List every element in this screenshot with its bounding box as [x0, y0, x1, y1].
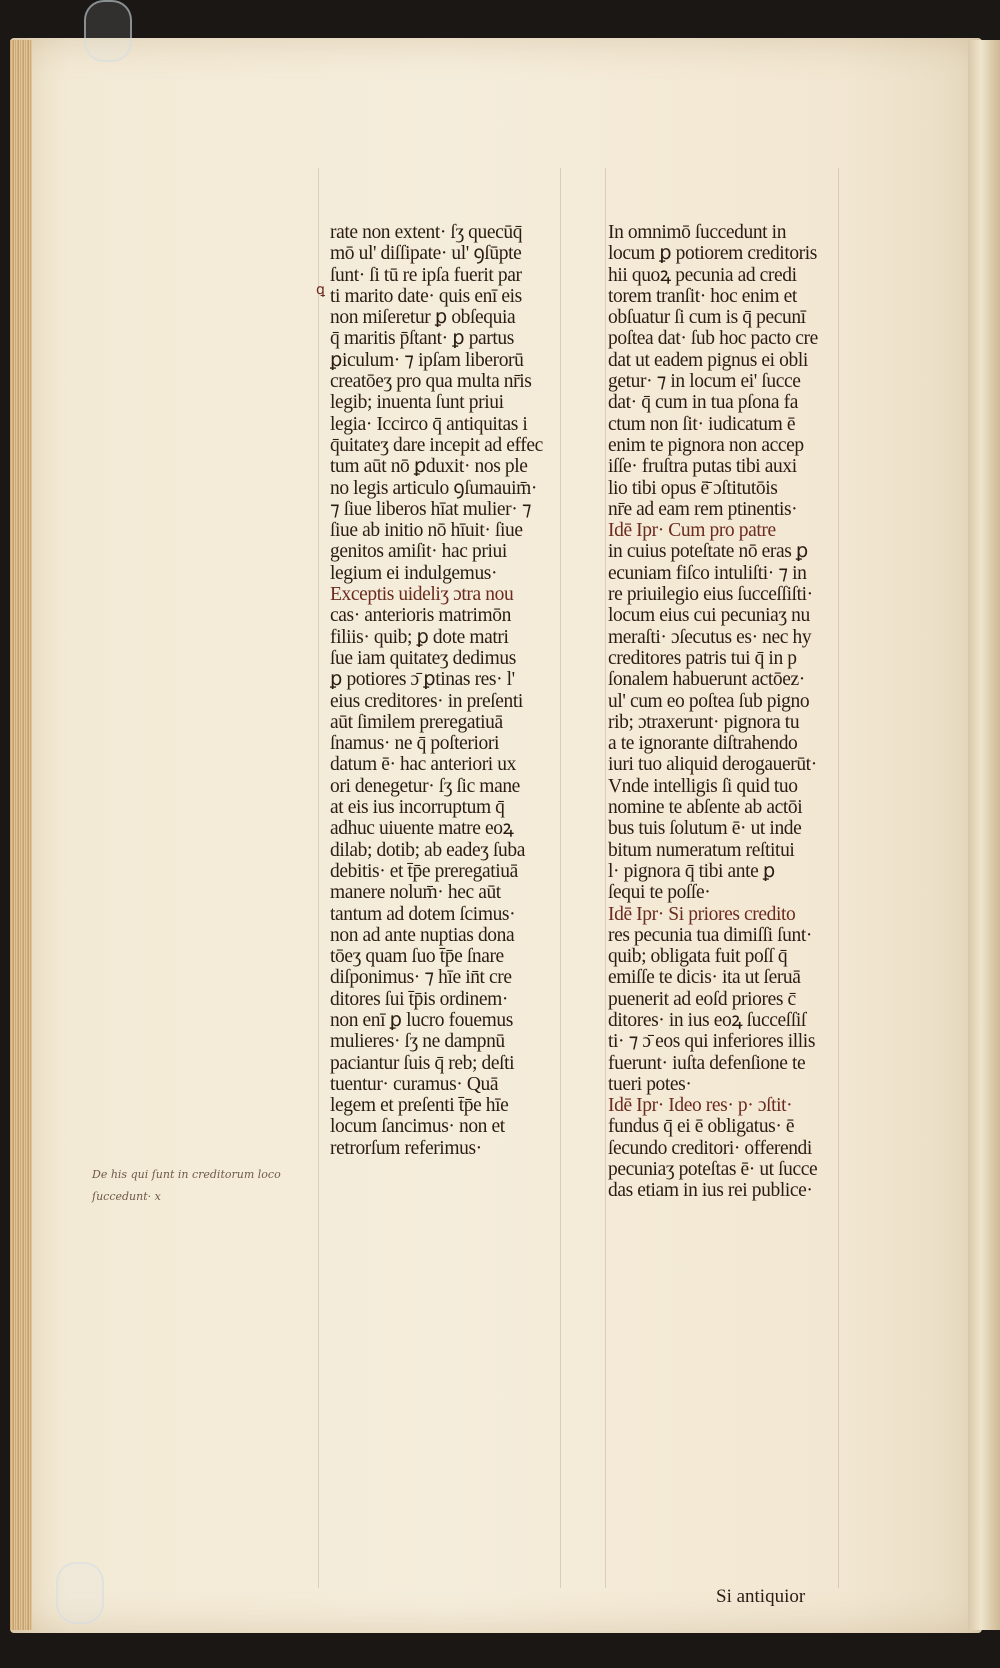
text-line: ſequi te poſſe·: [608, 882, 711, 904]
text-line: mulieres· ſʒ ne dampnū: [330, 1031, 505, 1053]
text-line: legem et preſenti t̄p̄e hīe: [330, 1095, 509, 1117]
text-line: ctum non ſit· iudicatum ē: [608, 413, 796, 435]
text-line: mō ul' diſſipate· ul' ꝯſūpte: [330, 243, 522, 265]
text-line: cas· anterioris matrimōn: [330, 605, 512, 627]
text-line: ſue iam quitateʒ dedimus: [330, 647, 516, 669]
text-line: ditores ſui t̄p̄is ordinem·: [330, 988, 508, 1010]
margin-annotation-line: De his qui ſunt in creditorum loco: [92, 1168, 281, 1181]
text-line: ꝑ potiores ɔ̄ ꝑtinas res· l': [330, 669, 515, 691]
page-clip-top: [84, 0, 132, 62]
text-line: meraſti· ɔſecutus es· nec hy: [608, 626, 812, 648]
text-line: puenerit ad eoſd priores c̄: [608, 988, 796, 1010]
text-line: filiis· quib; ꝑ dote matri: [330, 626, 509, 648]
text-line: locum eius cui pecuniaʒ nu: [608, 605, 810, 627]
text-line: quib; obligata fuit poſſ q̄: [608, 946, 788, 968]
text-line: getur· ⁊ in locum ei' ſucce: [608, 371, 801, 393]
text-line: eius creditores· in preſenti: [330, 690, 523, 712]
margin-annotation-line: ſuccedunt· x: [92, 1190, 161, 1203]
text-line: iuri tuo aliquid derogauerūt·: [608, 754, 817, 776]
text-line: ſonalem habuerunt actōez·: [608, 669, 805, 691]
text-line: tum aūt nō ꝑduxit· nos ple: [330, 456, 528, 478]
ruling-line: [605, 168, 606, 1588]
page-clip-bottom: [56, 1562, 104, 1624]
ruling-line: [318, 168, 319, 1588]
text-line: tantum ad dotem ſcimus·: [330, 903, 516, 925]
text-line: legia· Iccirco q̄ antiquitas i: [330, 413, 528, 435]
text-line: Vnde intelligis ſi quid tuo: [608, 775, 798, 797]
text-line: at eis ius incorruptum q̄: [330, 797, 505, 819]
text-line: fundus q̄ ei ē obligatus· ē: [608, 1116, 795, 1138]
text-line: a te ignorante diſtrahendo: [608, 733, 798, 755]
text-line: non enī ꝑ lucro fouemus: [330, 1009, 513, 1031]
text-line: non miſeretur ꝑ obſequia: [330, 307, 516, 329]
text-line: ſiue ab initio nō hīuit· ſiue: [330, 520, 523, 542]
text-line: aūt ſimilem preregatiuā: [330, 711, 503, 733]
text-line: dat· q̄ cum in tua pſona fa: [608, 392, 798, 414]
text-line: rib; ɔtraxerunt· pignora tu: [608, 711, 800, 733]
text-line: tōeʒ quam ſuo t̄p̄e ſnare: [330, 946, 504, 968]
text-line: datum ē· hac anteriori ux: [330, 754, 516, 776]
text-line: Idē Ipr· Cum pro patre: [608, 520, 776, 542]
text-line: ditores· in ius eoꝝ ſucceſſiſ: [608, 1009, 806, 1031]
text-line: creditores patris tui q̄ in p: [608, 647, 797, 669]
text-line: Idē Ipr· Ideo res· p· ɔſtit·: [608, 1095, 793, 1117]
text-line: ſunt· ſi tū re ipſa fuerit par: [330, 264, 522, 286]
text-line: l· pignora q̄ tibi ante ꝑ: [608, 860, 775, 882]
text-line: ecuniam fiſco intuliſti· ⁊ in: [608, 562, 807, 584]
text-column-right: [608, 222, 842, 1202]
text-line: fuerunt· iuſta defenſione te: [608, 1052, 806, 1074]
text-line: In omnimō ſuccedunt in: [608, 222, 787, 243]
text-line: re priuilegio eius ſucceſſiſti·: [608, 584, 813, 606]
text-line: ul' cum eo poſtea ſub pigno: [608, 690, 810, 712]
text-line: hii quoꝝ pecunia ad credi: [608, 264, 797, 286]
text-line: pecuniaʒ poteſtas ē· ut ſucce: [608, 1159, 818, 1181]
text-line: rate non extent· ſʒ quecūq̄: [330, 222, 523, 243]
text-line: ti marito date· quis enī eis: [330, 285, 522, 307]
text-line: bitum numeratum reſtitui: [608, 839, 795, 861]
next-leaf-edge: [968, 40, 1000, 1630]
text-line: lio tibi opus ē̄ ɔſtitutōis: [608, 477, 778, 499]
text-line: dilab; dotib; ab eadeʒ ſuba: [330, 839, 525, 861]
text-line: debitis· et t̄p̄e preregatiuā: [330, 860, 518, 882]
text-line: ꝑiculum· ⁊ ipſam liberorū: [330, 349, 524, 371]
text-line: manere nolum̄· hec aūt: [330, 882, 501, 904]
text-line: q̄uitateʒ dare incepit ad effec: [330, 434, 543, 456]
text-line: legium ei indulgemus·: [330, 562, 498, 584]
text-line: bus tuis ſolutum ē· ut inde: [608, 818, 802, 840]
text-line: locum ſancimus· non et: [330, 1116, 505, 1138]
text-line: ſecundo creditori· offerendi: [608, 1137, 812, 1159]
text-line: q̄ maritis p̄ſtant· ꝑ partus: [330, 328, 514, 350]
text-line: legib; inuenta ſunt priui: [330, 392, 504, 414]
text-line: paciantur ſuis q̄ reb; deſti: [330, 1052, 515, 1074]
text-line: ⁊ ſiue liberos hīat mulier· ⁊: [330, 498, 532, 520]
text-line: torem tranſit· hoc enim et: [608, 285, 797, 307]
paraph-mark: ꝗ: [316, 282, 325, 298]
text-line: res pecunia tua dimiſſi ſunt·: [608, 924, 812, 946]
text-line: das etiam in ius rei publice·: [608, 1180, 813, 1202]
text-column-left: [330, 222, 570, 1159]
text-line: obſuatur ſi cum is q̄ pecunī: [608, 307, 806, 329]
text-line: ſnamus· ne q̄ poſteriori: [330, 733, 499, 755]
text-line: ti· ⁊ ɔ̄ eos qui inferiores illis: [608, 1031, 816, 1053]
text-line: emiſſe te dicis· ita ut ſeruā: [608, 967, 801, 989]
text-line: Exceptis uideliʒ ɔtra nou: [330, 584, 514, 606]
text-line: nr̄e ad eam rem ptinentis·: [608, 498, 798, 520]
text-line: no legis articulo ꝯſumauim̄·: [330, 477, 537, 499]
text-line: tuentur· curamus· Quā: [330, 1073, 499, 1095]
text-line: iſſe· fruſtra putas tibi auxi: [608, 456, 797, 478]
catchword: Si antiquior: [716, 1586, 806, 1607]
text-line: enim te pignora non accep: [608, 434, 804, 456]
page-edge-left: [10, 40, 32, 1630]
text-line: genitos amiſit· hac priui: [330, 541, 507, 563]
text-line: creatōeʒ pro qua multa nr̄is: [330, 371, 532, 393]
text-line: retrorſum referimus·: [330, 1137, 482, 1159]
text-line: poſtea dat· ſub hoc pacto cre: [608, 328, 818, 350]
text-line: in cuius poteſtate nō eras ꝑ: [608, 541, 808, 563]
text-line: nomine te abſente ab actōi: [608, 797, 803, 819]
text-line: Idē Ipr· Si priores credito: [608, 903, 796, 925]
text-line: locum ꝑ potiorem creditoris: [608, 243, 817, 265]
text-line: diſponimus· ⁊ hīe in̄t cre: [330, 967, 512, 989]
text-line: adhuc uiuente matre eoꝝ: [330, 818, 514, 840]
margin-annotation: [92, 1164, 282, 1208]
text-line: ori denegetur· ſʒ ſic mane: [330, 775, 520, 797]
text-line: dat ut eadem pignus ei obli: [608, 349, 808, 371]
text-line: non ad ante nuptias dona: [330, 924, 515, 946]
text-line: tueri potes·: [608, 1073, 692, 1095]
